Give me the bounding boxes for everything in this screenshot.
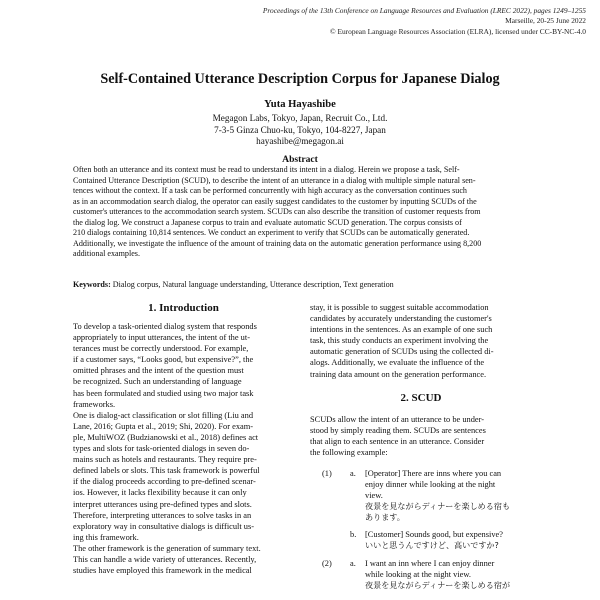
example-item-a: [310, 558, 532, 591]
body-line: task, this study conducts an experiment involving the: [310, 336, 489, 346]
body-line: be recognized. Such an understanding of language: [73, 377, 242, 387]
example-line: view.: [365, 491, 383, 501]
example-2: [310, 558, 532, 591]
example-number: (1): [322, 469, 332, 479]
section-heading-scud: 2. SCUD: [400, 391, 442, 404]
abstract-line: tences without the context. If a task can be performed concurrently with high accuracy as the conversation continues such: [73, 186, 467, 195]
body-line: automatic generation of SCUDs using the collected di-: [310, 347, 494, 357]
body-line: ios. However, it lacks flexibility because it can only: [73, 488, 247, 498]
body-line: frameworks.: [73, 399, 116, 409]
abstract-line: as in an accommodation search dialog, the operator can easily suggest candidates to the customer by inputting SCUDs of the: [73, 196, 477, 206]
license-line: © European Language Resources Association (ELRA), licensed under CC-BY-NC-4.0: [329, 26, 586, 36]
left-column: [73, 302, 294, 576]
example-number: (2): [322, 559, 332, 569]
right-column: [310, 302, 532, 591]
paper-title: Self-Contained Utterance Description Corpus for Japanese Dialog: [100, 71, 500, 87]
affiliation-address: 7-3-5 Ginza Chuo-ku, Tokyo, 104-8227, Japan: [214, 124, 386, 135]
body-line: defined labels or slots. This task framework is powerful: [73, 466, 260, 476]
section-heading-introduction: 1. Introduction: [148, 302, 219, 314]
proceedings-header: [226, 6, 586, 37]
body-line: if the dialog proceeds according to pre-defined scenar-: [73, 477, 256, 487]
abstract-line: 210 dialogs containing 10,814 sentences. We conduct an experiment to verify that SCUDs can be automatically generated.: [73, 228, 470, 237]
body-line: that align to each sentence in an utterance. Consider: [310, 436, 485, 446]
body-line: alogs. Additionally, we evaluate the influence of the: [310, 358, 485, 368]
affiliation: [0, 113, 600, 148]
body-line: stood by simply reading them. SCUDs are sentences: [310, 425, 486, 435]
body-line: omitted phrases and the intent of the question must: [73, 366, 244, 376]
example-line: [Customer] Sounds good, but expensive?: [365, 530, 503, 540]
body-line: ple, MultiWOZ (Budzianowski et al., 2018) defines act: [73, 432, 259, 442]
proceedings-line: Proceedings of the 13th Conference on Language Resources and Evaluation (LREC 2022), pages 1249–1255: [262, 6, 586, 15]
introduction-body: [73, 321, 294, 576]
body-line: One is dialog-act classification or slot filling (Liu and: [73, 410, 254, 420]
abstract-line: additional examples.: [73, 249, 140, 258]
body-line: training data amount on the generation performance.: [310, 369, 487, 379]
example-line: I want an inn where I can enjoy dinner: [365, 559, 495, 569]
example-text: [365, 468, 532, 501]
body-line: The other framework is the generation of summary text.: [73, 543, 261, 553]
example-japanese: [365, 501, 532, 523]
example-label: b.: [350, 530, 357, 540]
example-jp-line: あります。: [365, 512, 405, 523]
body-line: terances must be correctly understood. For example,: [73, 344, 249, 354]
example-label: a.: [350, 469, 356, 479]
abstract-line: the dialog log. We construct a Japanese corpus to train and evaluate automatic SCUD generation. The corpus consists of: [73, 217, 462, 227]
example-jp-line: 夜景を見ながらディナーを楽しめる宿が: [365, 580, 511, 591]
body-line: mains such as hotels and restaurants. They require pre-: [73, 455, 257, 465]
abstract-heading: Abstract: [282, 154, 318, 165]
body-line: candidates by accurately understanding the customer's: [310, 314, 492, 324]
body-line: types and slots for task-oriented dialogs in seven do-: [73, 444, 250, 454]
body-line: To develop a task-oriented dialog system that responds: [73, 322, 257, 331]
keywords-list: Dialog corpus, Natural language understanding, Utterance description, Text generation: [112, 280, 394, 289]
abstract-line: customer's utterances to the accommodation search system. SCUDs can also describe the transition of customer requests from: [73, 207, 481, 216]
author-name: Yuta Hayashibe: [264, 99, 336, 110]
body-line: stay, it is possible to suggest suitable accommodation: [310, 303, 489, 312]
example-line: while looking at the night view.: [365, 570, 471, 580]
body-line: exploratory way in consultative dialogs is difficult us-: [73, 521, 255, 531]
example-line: enjoy dinner while looking at the night: [365, 480, 496, 490]
scud-body: [310, 414, 532, 458]
affiliation-org: Megagon Labs, Tokyo, Japan, Recruit Co., Ltd.: [212, 113, 388, 123]
author-email: hayashibe@megagon.ai: [256, 136, 344, 147]
body-line: if a customer says, “Looks good, but expensive?”, the: [73, 355, 254, 365]
example-jp-line: 夜景を見ながらディナーを楽しめる宿も: [365, 501, 511, 512]
example-text: [365, 529, 532, 540]
example-label: a.: [350, 559, 356, 569]
body-line: SCUDs allow the intent of an utterance to be under-: [310, 414, 485, 424]
keywords-label: Keywords:: [73, 280, 111, 289]
body-line: studies have employed this framework in the medical: [73, 566, 252, 576]
example-line: [Operator] There are inns where you can: [365, 469, 502, 479]
body-line: intentions in the sentences. As an example of one such: [310, 325, 493, 335]
example-japanese: [365, 580, 532, 591]
keywords: [73, 280, 533, 291]
body-line: the following example:: [310, 447, 388, 457]
example-item-b: [310, 529, 532, 551]
abstract-line: Often both an utterance and its context must be read to understand its intent in a dialog. Herein we propose a task, Self-: [73, 165, 460, 174]
body-line: interpret utterances using pre-defined types and slots.: [73, 499, 252, 509]
body-line: has been formulated and studied using two major task: [73, 388, 254, 398]
abstract-body: [73, 165, 533, 260]
example-jp-line: いいと思うんですけど、高いですか?: [365, 540, 499, 551]
abstract-line: Contained Utterance Description (SCUD), to describe the intent of an utterance in a dialog with multiple simple natural sen-: [73, 175, 476, 185]
abstract-line: Additionally, we investigate the influence of the amount of training data on the automatic generation performance using 8,200: [73, 238, 482, 248]
body-line: Lane, 2016; Gupta et al., 2019; Shi, 2020). For exam-: [73, 421, 254, 431]
body-line: ing this framework.: [73, 532, 139, 542]
body-line: Therefore, interpreting utterances to solve tasks in an: [73, 510, 252, 520]
body-line: appropriately to input utterances, the intent of the ut-: [73, 333, 250, 343]
conference-location: Marseille, 20-25 June 2022: [505, 16, 586, 26]
example-text: [365, 558, 532, 580]
example-item-a: [310, 468, 532, 523]
body-line: This can handle a wide variety of utterances. Recently,: [73, 554, 257, 564]
example-japanese: [365, 540, 532, 551]
example-1: [310, 468, 532, 551]
introduction-continued: [310, 302, 532, 380]
